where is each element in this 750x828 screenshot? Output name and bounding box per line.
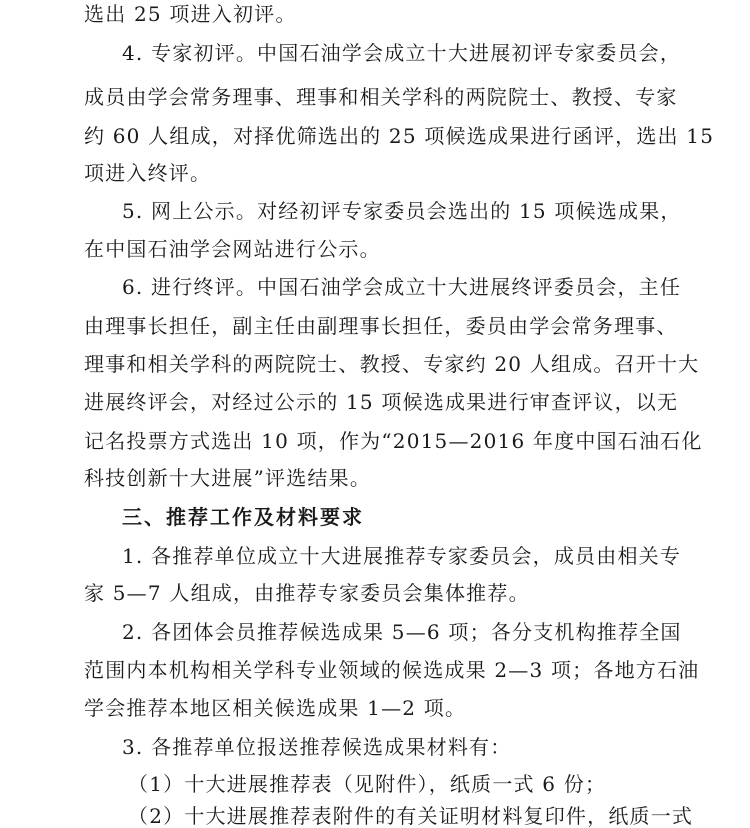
text-line: 记名投票方式选出 10 项，作为“2015—2016 年度中国石油石化: [84, 429, 703, 453]
text-line: 科技创新十大进展”评选结果。: [84, 466, 372, 490]
section-heading: 三、推荐工作及材料要求: [122, 505, 364, 529]
text-line: 6. 进行终评。中国石油学会成立十大进展终评委员会，主任: [122, 275, 682, 299]
text-line: 1. 各推荐单位成立十大进展推荐专家委员会，成员由相关专: [122, 544, 682, 568]
text-line: 2. 各团体会员推荐候选成果 5—6 项；各分支机构推荐全国: [122, 620, 682, 644]
list-item: （1）十大进展推荐表（见附件），纸质一式 6 份；: [128, 772, 607, 796]
text-line: 理事和相关学科的两院院士、教授、专家约 20 人组成。召开十大: [84, 352, 700, 376]
text-line: 5. 网上公示。对经初评专家委员会选出的 15 项候选成果，: [122, 199, 682, 223]
text-line: 4. 专家初评。中国石油学会成立十大进展初评专家委员会，: [122, 41, 682, 65]
text-line: 在中国石油学会网站进行公示。: [84, 237, 381, 261]
text-line: 范围内本机构相关学科专业领域的候选成果 2—3 项；各地方石油: [84, 658, 700, 682]
text-line: 项进入终评。: [84, 161, 212, 185]
text-line: 学会推荐本地区相关候选成果 1—2 项。: [84, 696, 467, 720]
text-line: 家 5—7 人组成，由推荐专家委员会集体推荐。: [84, 581, 530, 605]
text-line: 选出 25 项进入初评。: [84, 2, 297, 26]
list-item: （2）十大进展推荐表附件的有关证明材料复印件，纸质一式: [128, 804, 694, 828]
text-line: 成员由学会常务理事、理事和相关学科的两院院士、教授、专家: [84, 85, 678, 109]
text-line: 3. 各推荐单位报送推荐候选成果材料有：: [122, 735, 512, 759]
text-line: 约 60 人组成，对择优筛选出的 25 项候选成果进行函评，选出 15: [84, 124, 715, 148]
text-line: 进展终评会，对经过公示的 15 项候选成果进行审查评议，以无: [84, 390, 679, 414]
text-line: 由理事长担任，副主任由副理事长担任，委员由学会常务理事、: [84, 314, 678, 338]
